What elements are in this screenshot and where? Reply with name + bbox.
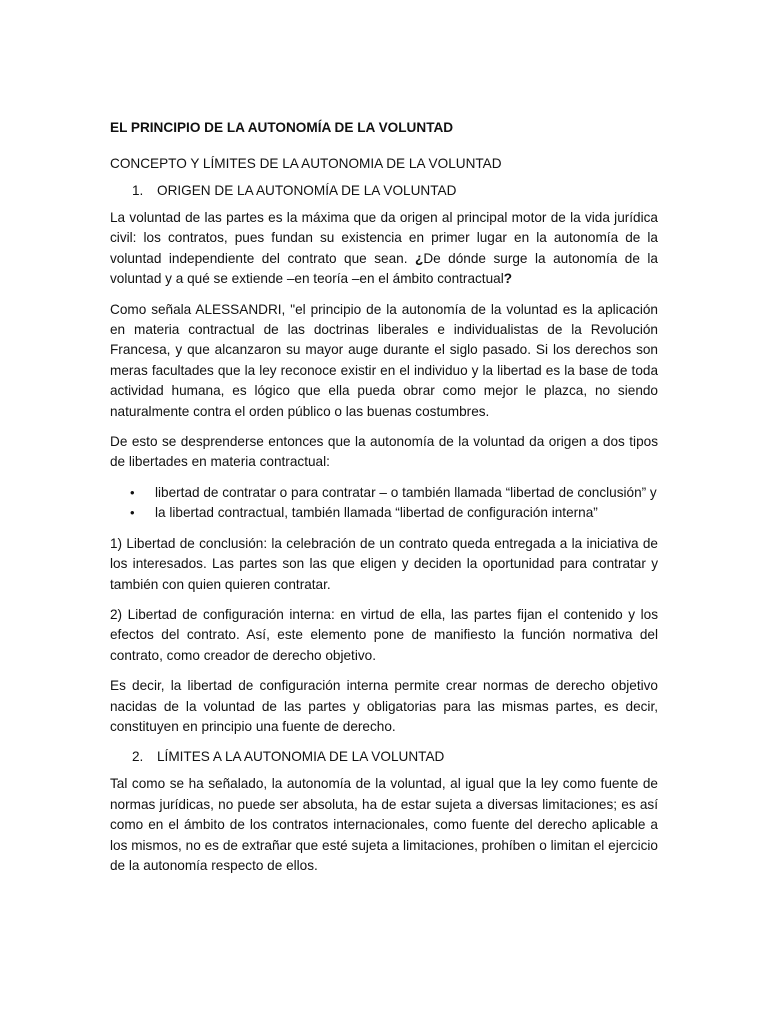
question-mark-open: ¿ [415,250,424,266]
bullet-icon: • [130,484,135,500]
paragraph-question: De dónde surge la autonomía de la voluntad y a qué se extiende –en teoría –en el ámbito contractual [110,250,658,287]
paragraph-es-decir: Es decir, la libertad de configuración interna permite crear normas de derecho objetivo nacidas de la voluntad de las partes y obligatorias para las mismas partes, es decir, constituyen en principio una fuente de derecho. [110,678,658,734]
section-number: 2. [132,749,144,765]
document-title: EL PRINCIPIO DE LA AUTONOMÍA DE LA VOLUNTAD [110,120,454,135]
document-subtitle: CONCEPTO Y LÍMITES DE LA AUTONOMIA DE LA VOLUNTAD [110,156,502,171]
paragraph-voluntad [110,208,658,290]
paragraph-libertades: De esto se desprenderse entonces que la autonomía de la voluntad da origen a dos tipos de libertades en materia contractual: [110,434,658,470]
section-title: ORIGEN DE LA AUTONOMÍA DE LA VOLUNTAD [157,183,457,198]
bullet-list [110,483,658,524]
document-body [110,118,658,886]
paragraph-configuracion: 2) Libertad de configuración interna: en virtud de ella, las partes fijan el contenido y los efectos del contrato. Así, este elemento pone de manifiesto la función normativa del contrato, como creador de derecho objetivo. [110,606,658,663]
paragraph-limites: Tal como se ha señalado, la autonomía de la voluntad, al igual que la ley como fuente de normas jurídicas, no puede ser absoluta, ha de estar sujeta a diversas limitaciones; es así como en el ámbito de los contratos internacionales, como fuente del derecho aplicable a los mismos, no es de extrañar que esté sujeta a limitaciones, prohíben o limitan el ejercicio de la autonomía respecto de ellos. [110,776,658,873]
section-title: LÍMITES A LA AUTONOMIA DE LA VOLUNTAD [157,749,445,765]
paragraph-alessandri: Como señala ALESSANDRI, "el principio de la autonomía de la voluntad es la aplicación en materia contractual de las doctrinas liberales e individualistas de la Revolución Francesa, y que alcanzaron su mayor auge durante el siglo pasado. Si los derechos son meras facultades que la ley reconoce existir en el individuo y la libertad es la base de toda actividad humana, es lógico que ella pueda obrar como mejor le plazca, no siendo naturalmente contra el orden público o las buenas costumbres. [110,301,658,419]
list-item-text: la libertad contractual, también llamada “libertad de configuración interna” [155,505,598,521]
list-item [110,503,658,523]
section-number: 1. [132,183,144,198]
question-mark-close: ? [503,271,513,287]
list-item-text: libertad de contratar o para contratar – o también llamada “libertad de conclusión” y [155,484,657,500]
paragraph-text: La voluntad de las partes es la máxima que da origen al principal motor de la vida jurídica civil: los contratos, pues fundan su existencia en primer lugar en la autonomía de la voluntad independiente del contrato que sean. [110,210,658,266]
bullet-icon: • [130,505,135,521]
list-item [110,483,658,503]
section-heading-2 [110,747,658,767]
paragraph-conclusion: 1) Libertad de conclusión: la celebración de un contrato queda entregada a la iniciativa de los interesados. Las partes son las que eligen y deciden la oportunidad para contratar y también con quien quieren contratar. [110,535,658,592]
section-heading-1 [110,181,658,201]
